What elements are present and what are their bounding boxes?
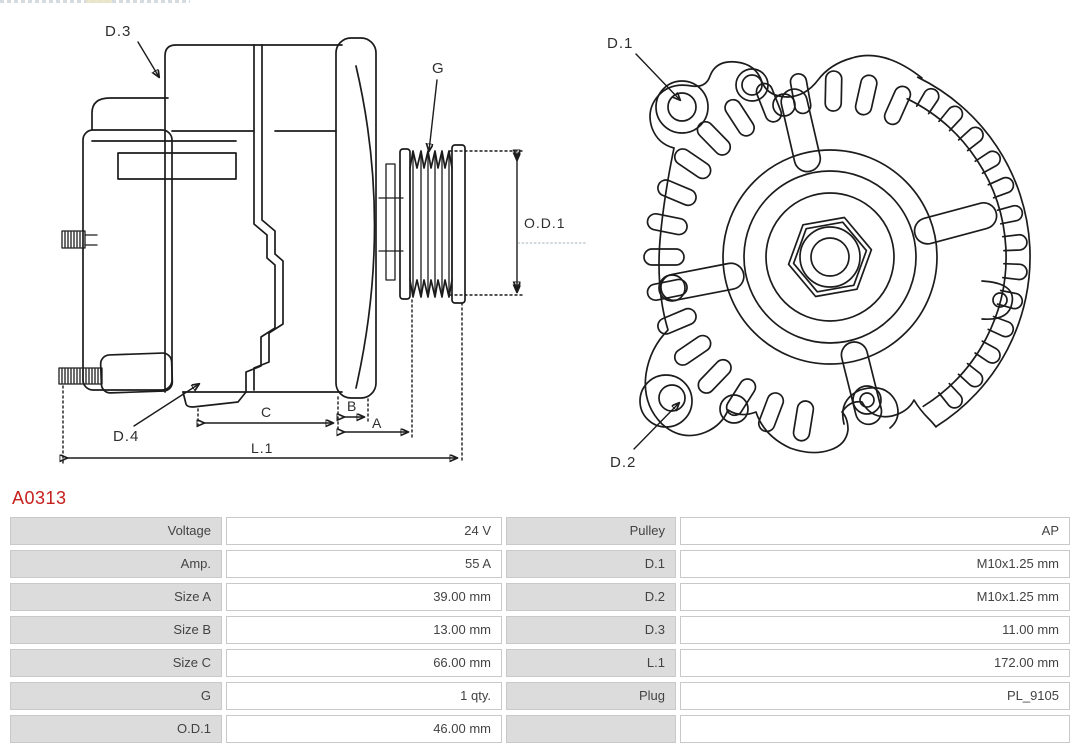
spec-label-cell: Size C bbox=[10, 649, 222, 677]
spec-label-cell: Size B bbox=[10, 616, 222, 644]
side-view-diagram bbox=[59, 23, 586, 463]
spec-label-cell: L.1 bbox=[506, 649, 676, 677]
spec-label-cell: Size A bbox=[10, 583, 222, 611]
spec-label-cell: D.1 bbox=[506, 550, 676, 578]
spec-value-cell: M10x1.25 mm bbox=[680, 583, 1070, 611]
label-d2: D.2 bbox=[610, 454, 637, 471]
label-b: B bbox=[347, 398, 358, 414]
label-a: A bbox=[372, 415, 383, 431]
spec-value-cell: 11.00 mm bbox=[680, 616, 1070, 644]
part-number: A0313 bbox=[12, 488, 67, 508]
spec-value-cell bbox=[680, 715, 1070, 743]
spec-value-cell: 66.00 mm bbox=[226, 649, 502, 677]
label-l1: L.1 bbox=[251, 440, 274, 456]
spec-value-cell: 55 A bbox=[226, 550, 502, 578]
spec-label-cell: D.2 bbox=[506, 583, 676, 611]
spec-value-cell: 39.00 mm bbox=[226, 583, 502, 611]
label-c: C bbox=[261, 404, 273, 420]
spec-label-cell: Amp. bbox=[10, 550, 222, 578]
spec-value-cell: AP bbox=[680, 517, 1070, 545]
spec-value-cell: 13.00 mm bbox=[226, 616, 502, 644]
spec-value-cell: 172.00 mm bbox=[680, 649, 1070, 677]
spec-value-cell: 24 V bbox=[226, 517, 502, 545]
spec-value-cell: PL_9105 bbox=[680, 682, 1070, 710]
label-od1: O.D.1 bbox=[524, 215, 566, 231]
label-g: G bbox=[432, 60, 445, 77]
label-d4: D.4 bbox=[113, 428, 140, 445]
spec-label-cell: D.3 bbox=[506, 616, 676, 644]
spec-value-cell: 1 qty. bbox=[226, 682, 502, 710]
spec-label-cell: Pulley bbox=[506, 517, 676, 545]
spec-label-cell: Voltage bbox=[10, 517, 222, 545]
front-view-diagram bbox=[607, 35, 1030, 471]
label-d1: D.1 bbox=[607, 35, 634, 52]
spec-label-cell bbox=[506, 715, 676, 743]
spec-table bbox=[10, 517, 1070, 743]
spec-label-cell: O.D.1 bbox=[10, 715, 222, 743]
spec-label-cell: Plug bbox=[506, 682, 676, 710]
spec-value-cell: M10x1.25 mm bbox=[680, 550, 1070, 578]
spec-value-cell: 46.00 mm bbox=[226, 715, 502, 743]
label-d3: D.3 bbox=[105, 23, 132, 40]
spec-label-cell: G bbox=[10, 682, 222, 710]
